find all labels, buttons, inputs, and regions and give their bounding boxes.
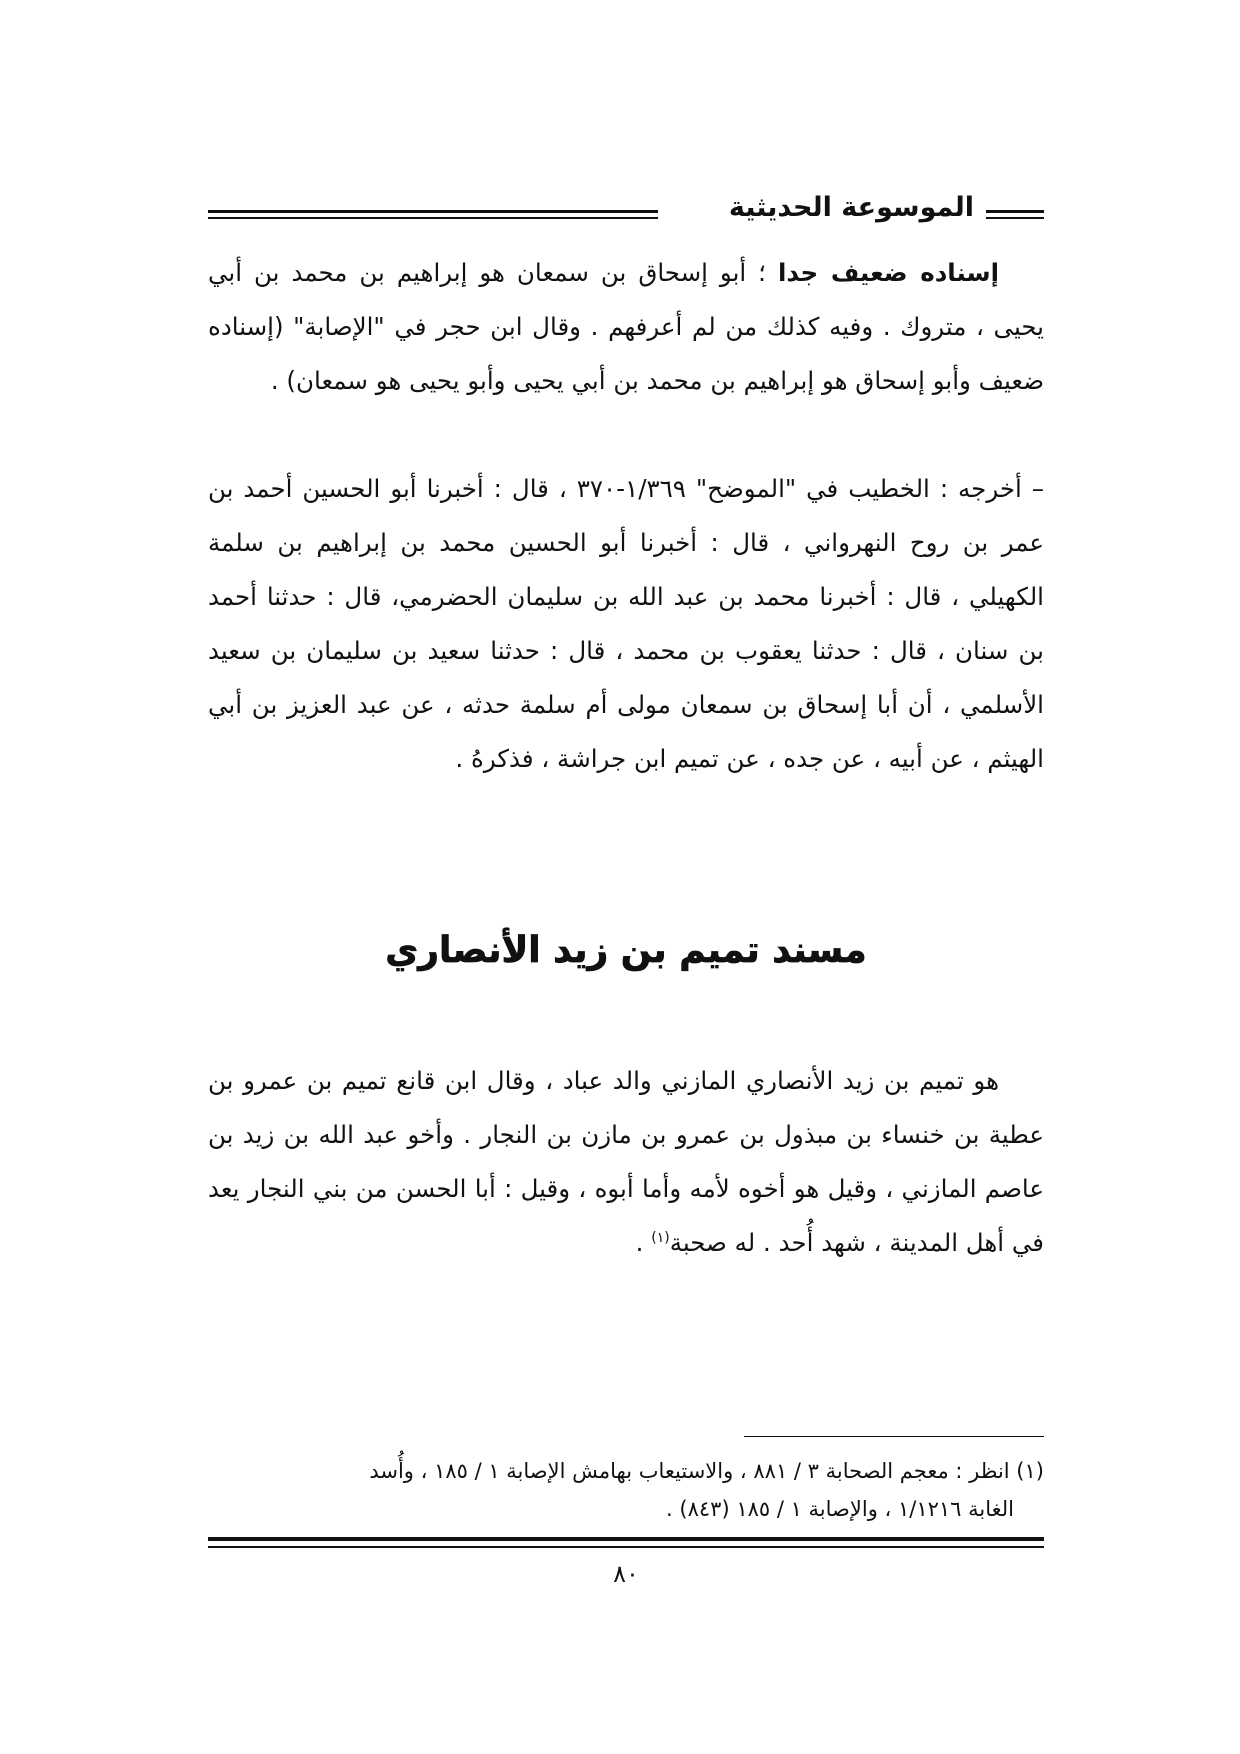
biography-end: .	[635, 1228, 652, 1257]
paragraph-takhrij: – أخرجه : الخطيب في "الموضح" ١/٣٦٩-٣٧٠ ، قال : أخبرنا أبو الحسين أحمد بن عمر بن روح النهرواني ، قال : أخبرنا أبو الحسين محمد بن إبراهيم بن سلمة الكهيلي ، قال : أخبرنا محمد بن عبد الله بن سليمان الحضرمي، قال : حدثنا أحمد بن سنان ، قال : حدثنا يعقوب بن محمد ، قال : حدثنا سعيد بن سليمان بن سعيد الأسلمي ، أن أبا إسحاق بن سمعان مولى أم سلمة حدثه ، عن عبد العزيز بن أبي الهيثم ، عن أبيه ، عن جده ، عن تميم ابن جراشة ، فذكرهُ .	[208, 474, 1045, 773]
isnad-verdict: إسناده ضعيف جدا	[777, 258, 999, 287]
footer-rule	[208, 1537, 1044, 1548]
paragraph-isnad-weak	[208, 246, 1044, 408]
running-header	[208, 190, 1044, 230]
paragraph-biography	[208, 1054, 1044, 1270]
footnote-separator	[744, 1436, 1044, 1437]
isnad-explanation: ؛ أبو إسحاق بن سمعان هو إبراهيم بن محمد بن أبي يحيى ، متروك . وفيه كذلك من لم أعرفهم . وقال ابن حجر في "الإصابة" (إسناده ضعيف وأبو إسحاق هو إبراهيم بن محمد بن أبي يحيى وأبو يحيى هو سمعان) .	[208, 258, 1044, 395]
footnote	[208, 1452, 1044, 1528]
page-number: ٨٠	[613, 1560, 639, 1588]
header-rule-left	[208, 210, 658, 219]
running-header-title: الموسوعة الحديثية	[728, 192, 974, 223]
footnote-line-2: الغابة ١/١٢١٦ ، والإصابة ١ / ١٨٥ (٨٤٣) .	[666, 1497, 1014, 1521]
biography-text: هو تميم بن زيد الأنصاري المازني والد عباد ، وقال ابن قانع تميم بن عمرو بن عطية بن خنساء بن مبذول بن عمرو بن مازن بن النجار . وأخو عبد الله بن زيد بن عاصم المازني ، وقيل هو أخوه لأمه وأما أبوه ، وقيل : أبا الحسن من بني النجار يعد في أهل المدينة ، شهد أُحد . له صحبة	[208, 1066, 1044, 1257]
footnote-marker[interactable]: (١)	[651, 1229, 670, 1246]
book-page	[208, 0, 1044, 1754]
header-rule-right	[986, 210, 1044, 219]
footnote-line-1: (١) انظر : معجم الصحابة ٣ / ٨٨١ ، والاستيعاب بهامش الإصابة ١ / ١٨٥ ، وأُسد	[369, 1459, 1044, 1483]
section-title: مسند تميم بن زيد الأنصاري	[385, 930, 867, 971]
